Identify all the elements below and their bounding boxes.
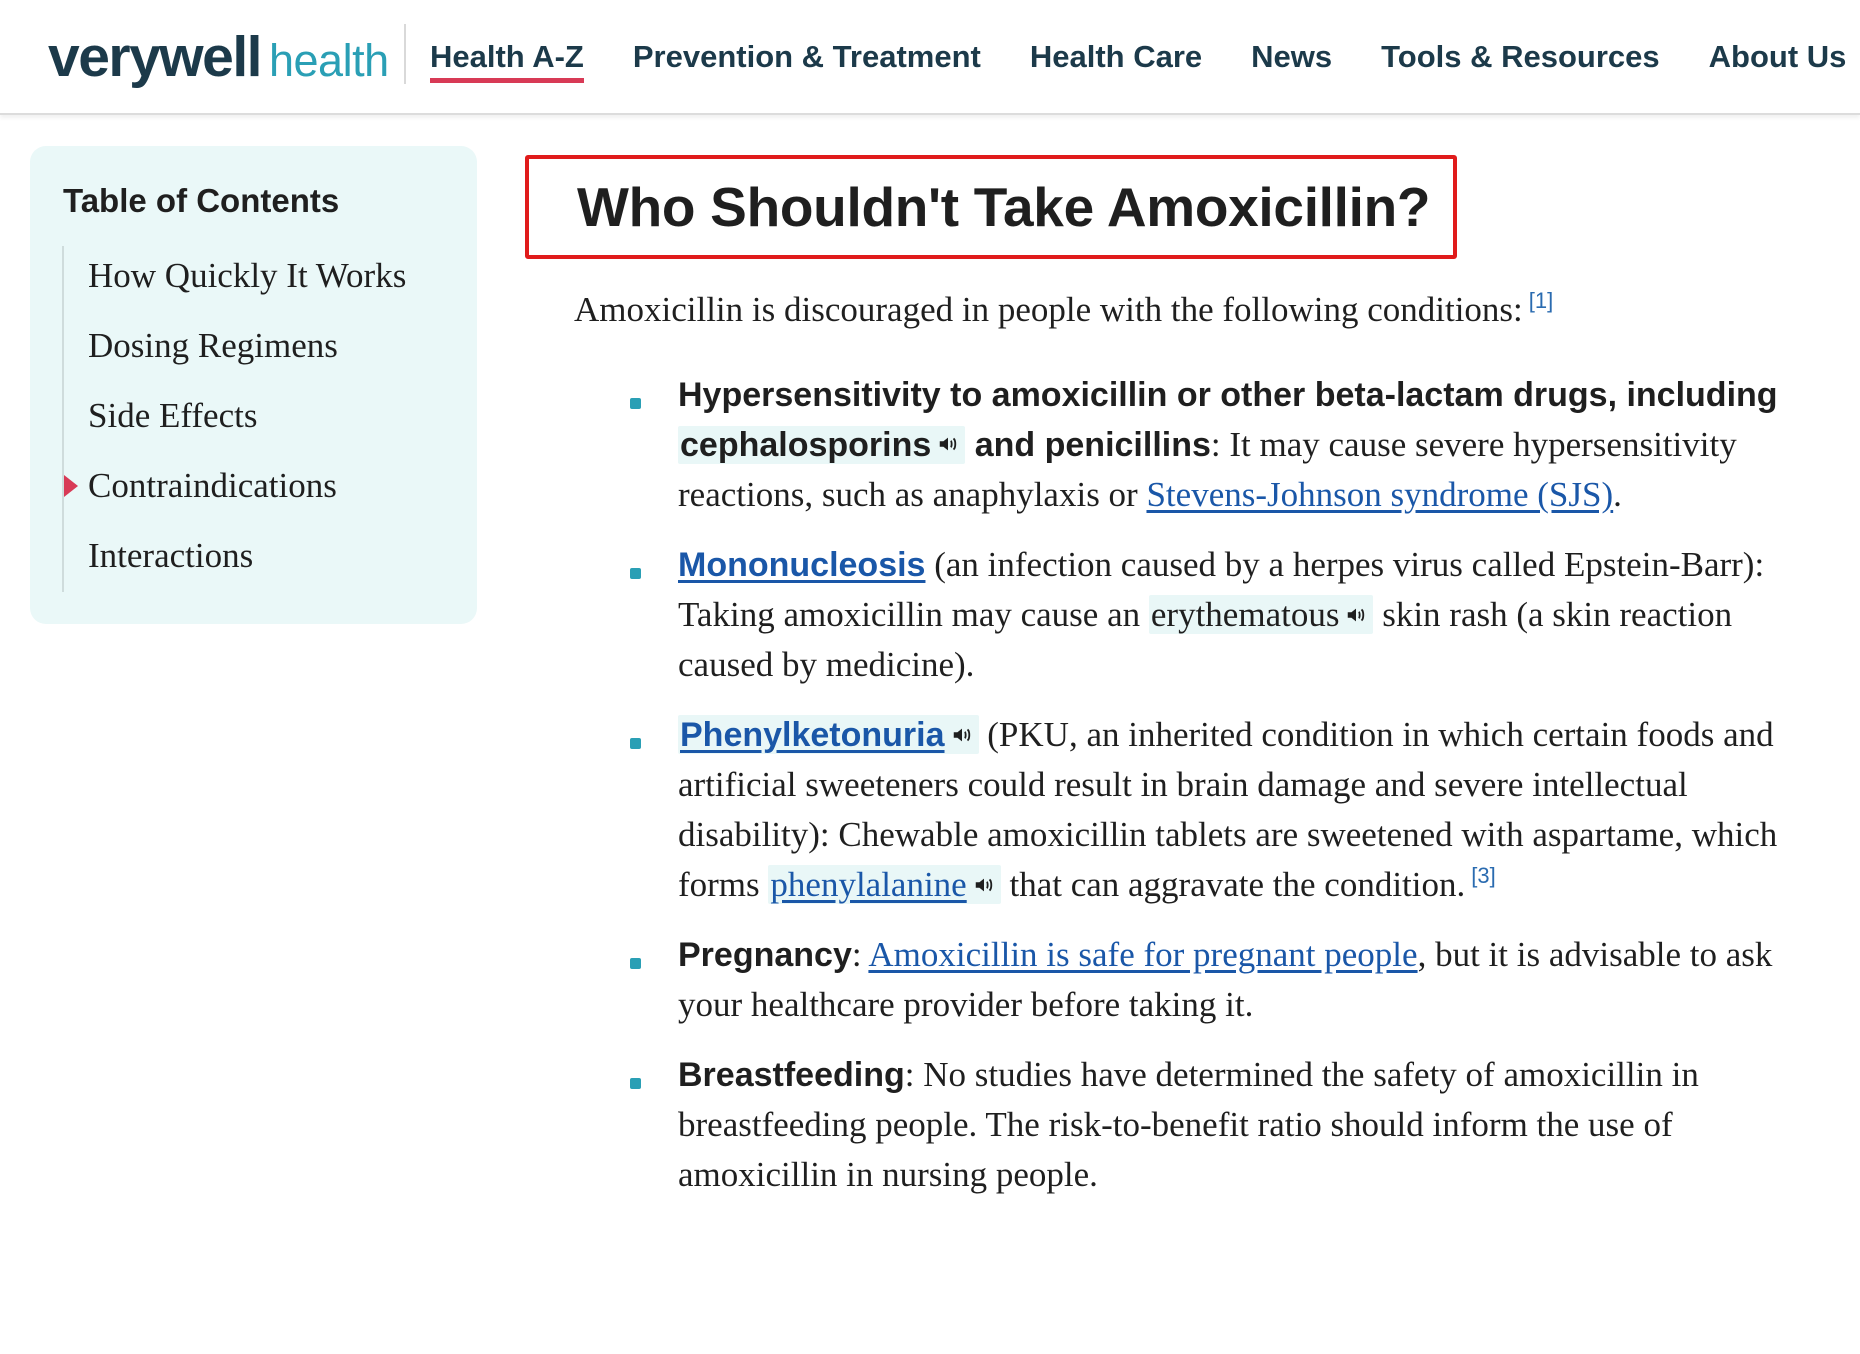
item-text: (PKU, an inherited condition in which certain foods and artificial sweeteners could result in brain damage and severe intellectual disability): Chewable amoxicillin tablets are sweetened with aspartame, which forms (678, 715, 1778, 904)
logo-verywell-text: verywell (48, 25, 261, 89)
item-text: : It may cause severe hypersensitivity reactions, such as anaphylaxis or (678, 425, 1737, 514)
list-item (578, 370, 1778, 520)
site-header (0, 0, 1860, 115)
bullet-icon (630, 398, 641, 409)
term-phenylketonuria[interactable] (678, 715, 979, 754)
list-item (578, 1050, 1778, 1200)
table-of-contents (30, 146, 477, 624)
nav-prevention-treatment[interactable]: Prevention & Treatment (632, 39, 981, 74)
item-text: , but it is advisable to ask your healthcare provider before taking it. (678, 935, 1773, 1024)
bullet-icon (630, 738, 641, 749)
toc-item-label: Contraindications (88, 466, 337, 505)
link-phenylketonuria[interactable]: Phenylketonuria (680, 716, 945, 754)
toc-item-contraindications[interactable] (88, 451, 406, 521)
speaker-icon[interactable] (1345, 604, 1367, 626)
link-amoxicillin-pregnancy[interactable]: Amoxicillin is safe for pregnant people (868, 935, 1418, 974)
term-phenylalanine[interactable] (768, 865, 1000, 904)
list-item (578, 540, 1778, 690)
speaker-icon[interactable] (937, 433, 959, 455)
bullet-icon (630, 958, 641, 969)
item-text: : No studies have determined the safety of amoxicillin in breastfeeding people. The risk-to-benefit ratio should inform the use of amoxicillin in nursing people. (678, 1055, 1699, 1194)
list-item (578, 930, 1778, 1030)
nav-tools-resources[interactable]: Tools & Resources (1381, 39, 1660, 74)
nav-health-a-z[interactable]: Health A-Z (430, 0, 584, 113)
toc-list (88, 241, 406, 591)
item-text: : (851, 935, 869, 974)
toc-item-dosing-regimens[interactable]: Dosing Regimens (88, 326, 338, 365)
logo-health-text: health (269, 35, 389, 86)
link-phenylalanine[interactable]: phenylalanine (770, 865, 967, 904)
link-stevens-johnson[interactable]: Stevens-Johnson syndrome (SJS) (1146, 475, 1614, 514)
item-text: (an infection caused by a herpes virus called Epstein-Barr): Taking amoxicillin may cause an (678, 545, 1765, 634)
toc-item-how-quickly-it-works[interactable]: How Quickly It Works (88, 256, 407, 295)
list-item (578, 710, 1778, 910)
triangle-right-icon (64, 475, 78, 497)
toc-item-side-effects[interactable]: Side Effects (88, 396, 258, 435)
toc-title: Table of Contents (63, 182, 340, 219)
citation-ref-3[interactable]: [3] (1471, 863, 1496, 889)
bold-text: and penicillins (965, 426, 1211, 464)
header-divider (404, 24, 406, 84)
bullet-icon (630, 1078, 641, 1089)
intro-paragraph (574, 285, 1553, 335)
nav-news[interactable]: News (1251, 39, 1333, 74)
term-erythematous[interactable] (1149, 595, 1374, 634)
intro-text: Amoxicillin is discouraged in people with the following conditions: (574, 290, 1523, 329)
bold-text: Breastfeeding (678, 1056, 905, 1094)
item-text: skin rash (a skin reaction caused by medicine). (678, 595, 1733, 684)
toc-item-interactions[interactable]: Interactions (88, 536, 254, 575)
item-text: . (1613, 475, 1622, 514)
contraindications-list (578, 370, 1778, 1220)
bold-text: Hypersensitivity to amoxicillin or other beta-lactam drugs, including (678, 376, 1778, 414)
item-text: that can aggravate the condition. (1000, 865, 1466, 904)
link-mononucleosis[interactable]: Mononucleosis (678, 546, 926, 584)
term-label: erythematous (1150, 595, 1340, 634)
toc-rail (62, 246, 64, 592)
bullet-icon (630, 568, 641, 579)
main-nav (430, 0, 1860, 113)
section-heading: Who Shouldn't Take Amoxicillin? (577, 176, 1431, 238)
speaker-icon[interactable] (973, 874, 995, 896)
speaker-icon[interactable] (951, 724, 973, 746)
title-highlight-box (525, 155, 1457, 259)
nav-about-us[interactable]: About Us (1708, 39, 1847, 74)
bold-text: Pregnancy (678, 936, 852, 974)
term-label: cephalosporins (680, 426, 932, 464)
citation-ref-1[interactable]: [1] (1528, 288, 1554, 314)
term-cephalosporins[interactable] (678, 426, 965, 464)
nav-health-care[interactable]: Health Care (1029, 39, 1203, 74)
site-logo[interactable] (48, 24, 389, 88)
